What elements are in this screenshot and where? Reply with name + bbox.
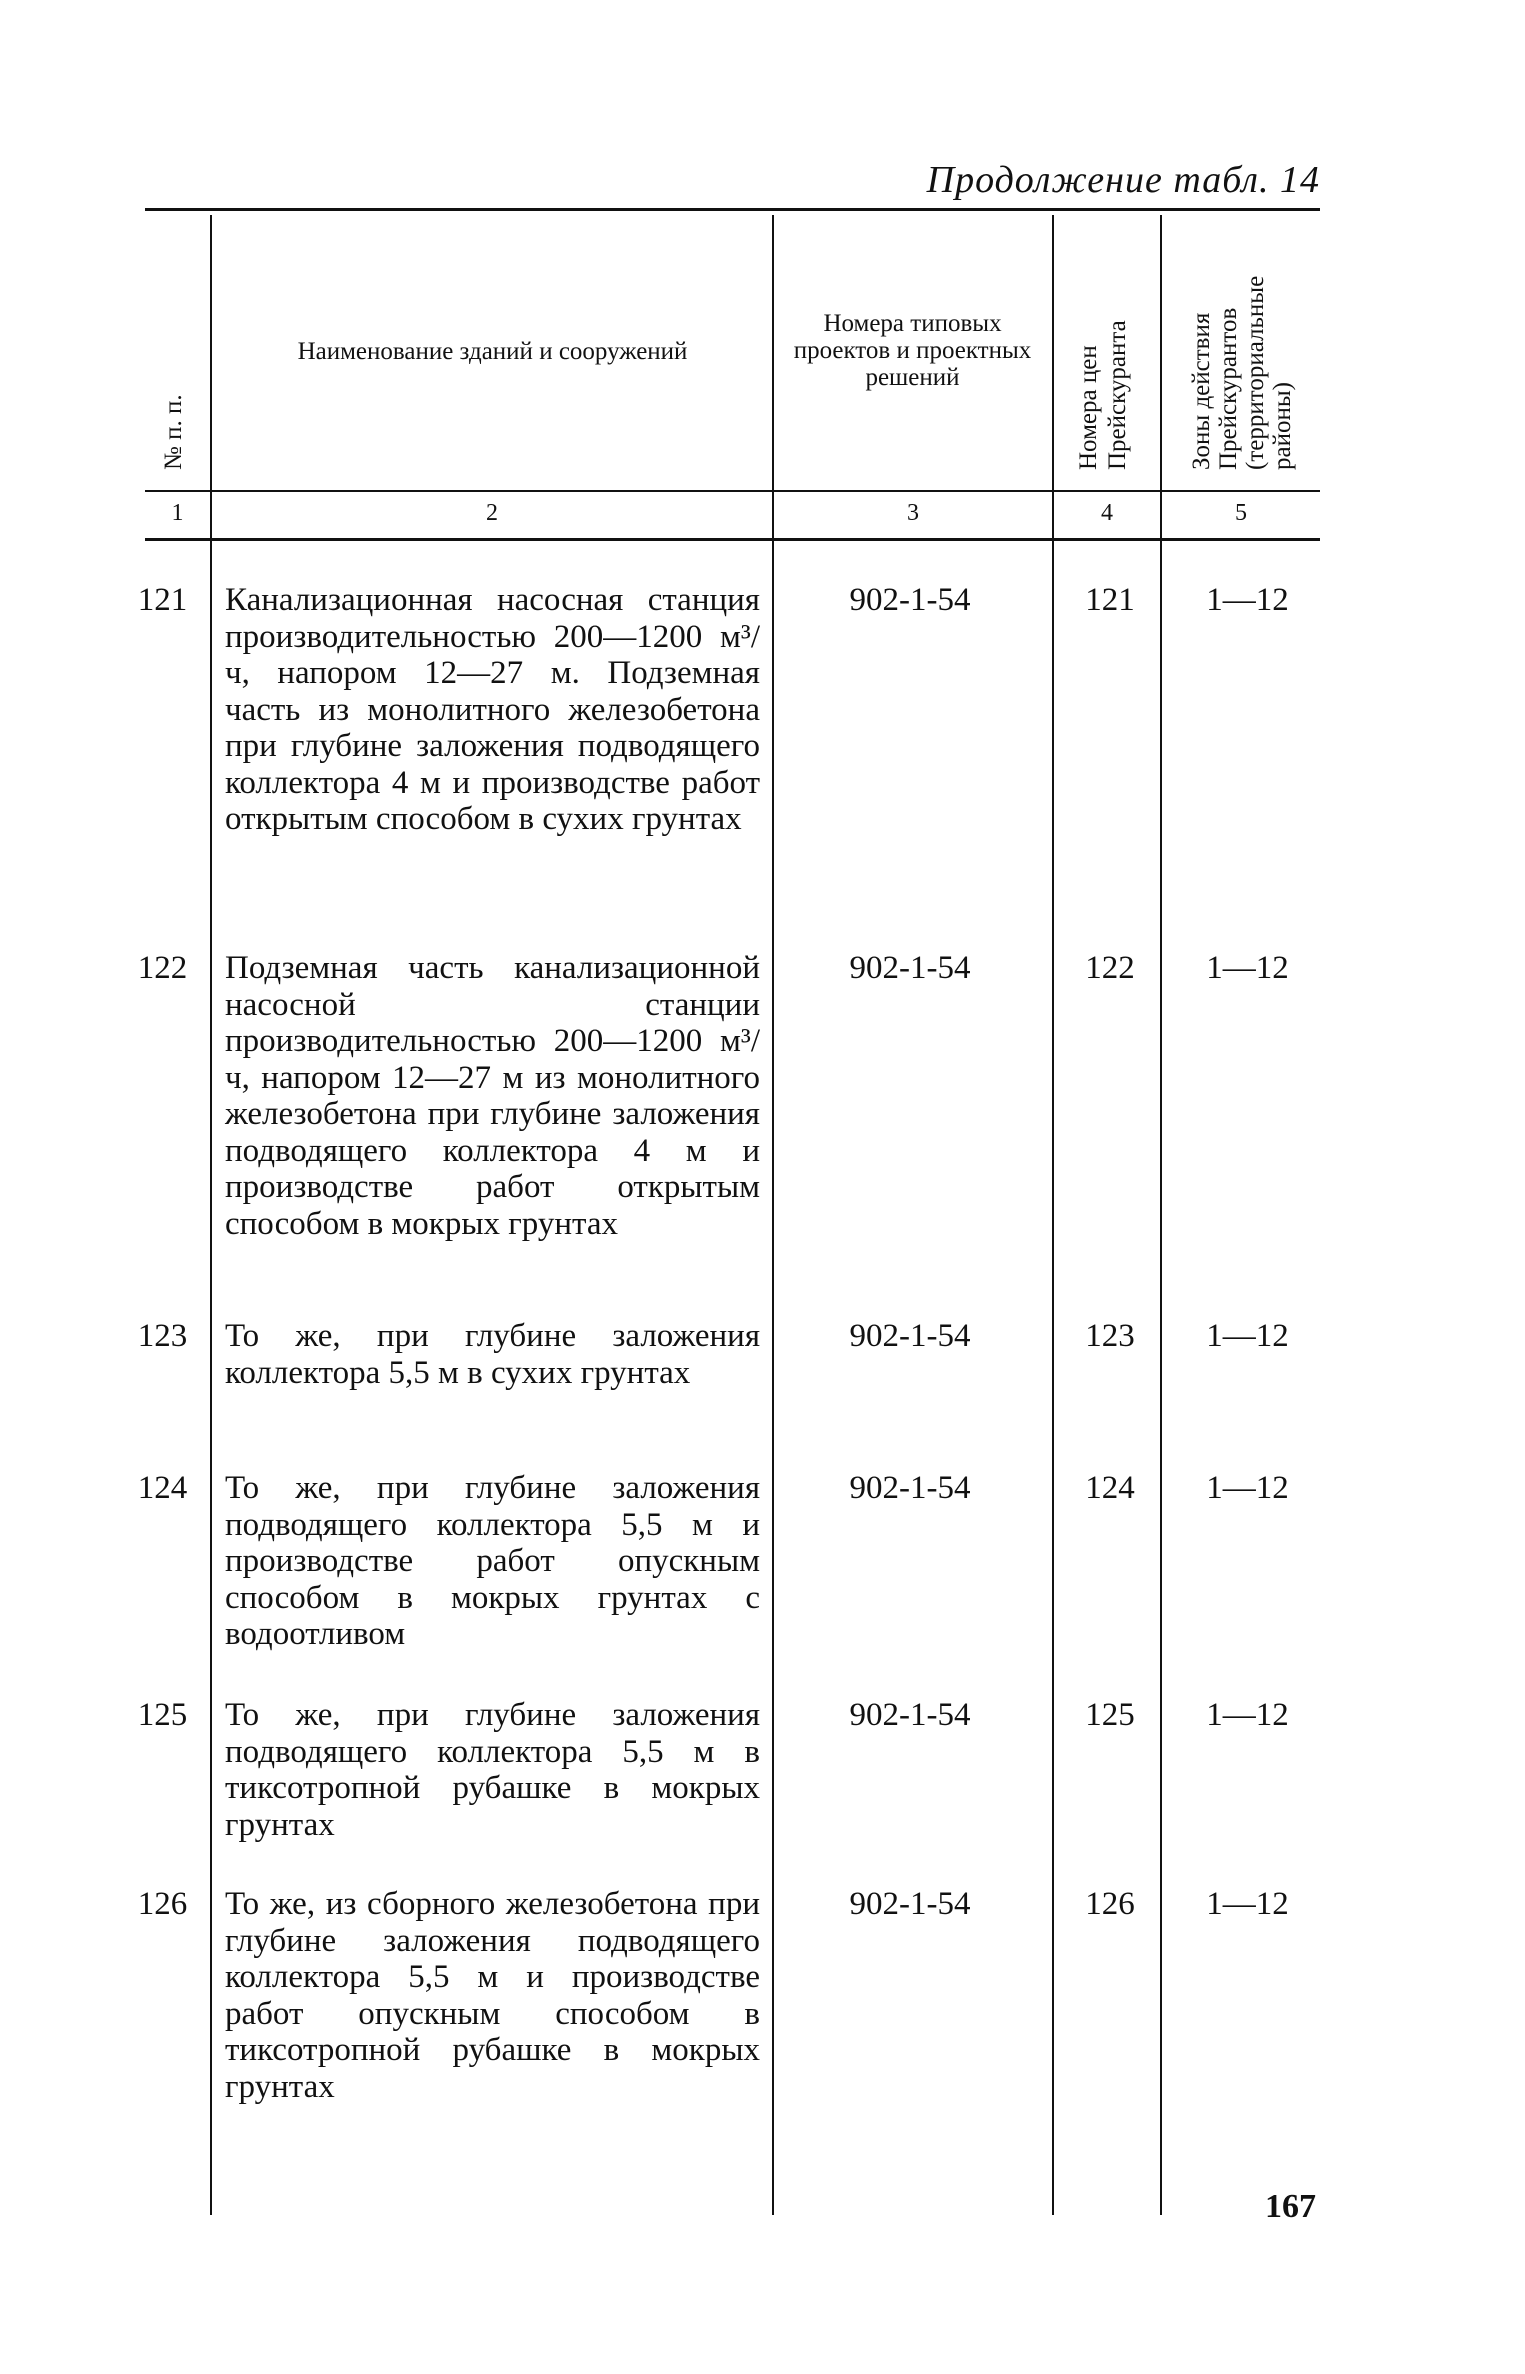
colnum-bottom-rule (145, 538, 1320, 541)
row-project-code: 902-1-54 (849, 1318, 971, 1354)
header-col5-line3: (территориальные (1242, 275, 1269, 470)
row-description: Подземная часть канализационной насосной станции производительностью 200—1200 м³/ч, напором 12—27 м из монолитного железобетона при глубине заложения подводящего коллектора 4 м и производстве работ открытым способом в мокрых грунтах (225, 950, 760, 1242)
row-number: 126 (137, 1886, 188, 1922)
row-price-number: 124 (1085, 1470, 1135, 1506)
table-top-rule (145, 208, 1320, 211)
header-col3 (785, 310, 1040, 391)
header-col5-line1: Зоны действия (1188, 312, 1215, 470)
row-zone: 1—12 (1206, 1697, 1289, 1733)
row-price-number: 125 (1085, 1697, 1135, 1733)
colnum-3: 3 (907, 500, 919, 526)
row-description: Канализационная насосная станция производительностью 200—1200 м³/ч, напором 12—27 м. Подземная часть из монолитного железобетона при глубине заложения подводящего коллектора 4 м и производстве работ открытым способом в сухих грунтах (225, 582, 760, 837)
header-col4-line1: Номера цен (1075, 345, 1102, 470)
colnum-5: 5 (1235, 500, 1247, 526)
header-col4-line2: Прейскуранта (1104, 320, 1131, 470)
header-col5-line4: районы) (1269, 382, 1296, 470)
header-col2: Наименование зданий и сооружений (297, 338, 688, 365)
row-description: То же, при глубине заложения подводящего коллектора 5,5 м и производстве работ опускным способом в мокрых грунтах с водоотливом (225, 1470, 760, 1652)
row-number: 122 (137, 950, 188, 986)
page-number: 167 (1265, 2188, 1316, 2225)
row-number: 124 (137, 1470, 188, 1506)
header-col5-line2: Прейскурантов (1215, 307, 1242, 470)
row-project-code: 902-1-54 (849, 1470, 971, 1506)
row-description: То же, при глубине заложения коллектора 5,5 м в сухих грунтах (225, 1318, 760, 1391)
row-zone: 1—12 (1206, 1470, 1289, 1506)
header-col1: № п. п. (160, 394, 187, 470)
row-price-number: 122 (1085, 950, 1135, 986)
row-zone: 1—12 (1206, 1886, 1289, 1922)
row-number: 125 (137, 1697, 188, 1733)
row-zone: 1—12 (1206, 1318, 1289, 1354)
colnum-1: 1 (171, 500, 184, 526)
row-project-code: 902-1-54 (849, 1886, 971, 1922)
table-caption: Продолжение табл. 14 (926, 159, 1320, 201)
header-col3-text: Номера типовых проектов и проектных решений (793, 310, 1032, 391)
row-project-code: 902-1-54 (849, 582, 971, 618)
row-price-number: 123 (1085, 1318, 1135, 1354)
row-project-code: 902-1-54 (849, 1697, 971, 1733)
row-number: 123 (137, 1318, 188, 1354)
row-zone: 1—12 (1206, 950, 1289, 986)
row-description: То же, при глубине заложения подводящего коллектора 5,5 м в тиксотропной рубашке в мокрых грунтах (225, 1697, 760, 1843)
row-zone: 1—12 (1206, 582, 1289, 618)
row-number: 121 (137, 582, 188, 618)
colnum-2: 2 (486, 500, 498, 526)
row-project-code: 902-1-54 (849, 950, 971, 986)
row-price-number: 126 (1085, 1886, 1135, 1922)
row-description: То же, из сборного железобетона при глубине заложения подводящего коллектора 5,5 м и производстве работ опускным способом в тиксотропной рубашке в мокрых грунтах (225, 1886, 760, 2105)
row-price-number: 121 (1085, 582, 1135, 618)
header-bottom-rule (145, 490, 1320, 492)
colnum-4: 4 (1101, 500, 1113, 526)
